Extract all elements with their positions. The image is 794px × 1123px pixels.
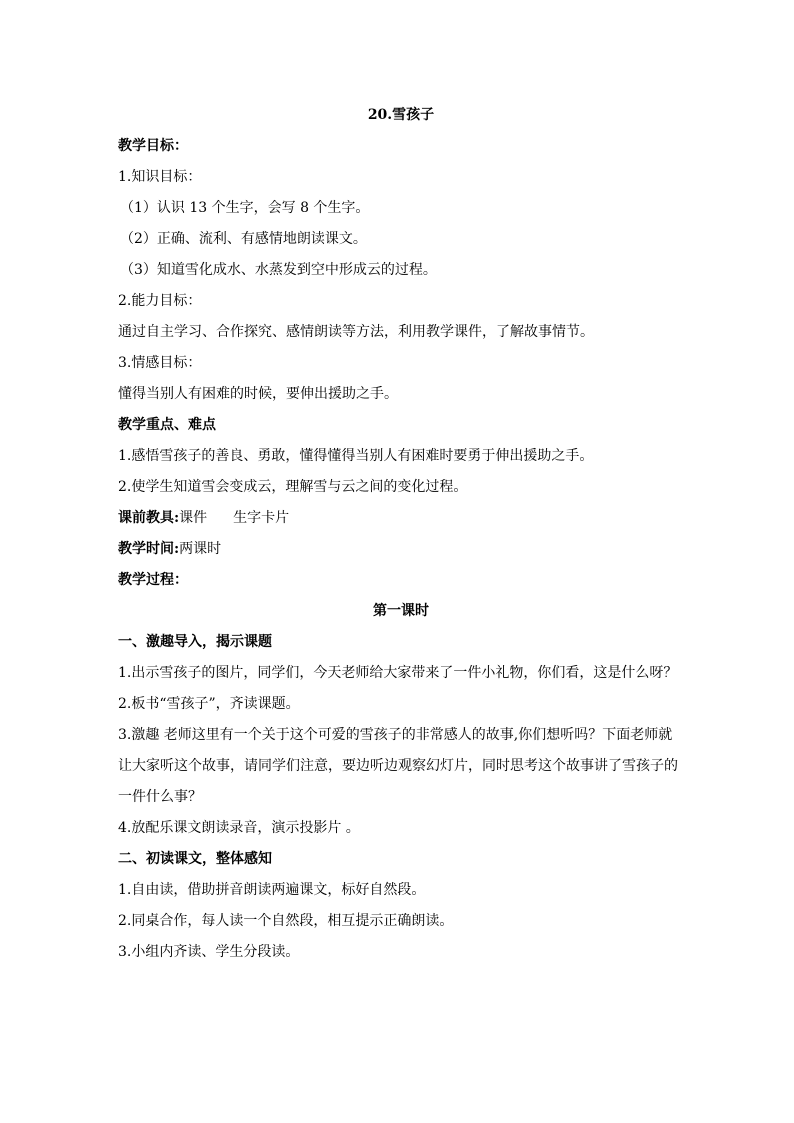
process-heading: 教学过程： (118, 572, 188, 588)
page-title: 20.雪孩子 (367, 107, 435, 123)
materials-label: 课前教具: (118, 510, 180, 526)
key-points-heading: 教学重点、难点 (118, 417, 216, 433)
document-body (118, 100, 684, 968)
section-item: 1.自由读，借助拼音朗读两遍课文，标好自然段。 (118, 882, 426, 898)
section-item: 4.放配乐课文朗读录音，演示投影片 。 (118, 820, 360, 836)
knowledge-item: （2）正确、流利、有感情地朗读课文。 (120, 231, 367, 247)
goals-heading: 教学目标： (118, 138, 188, 154)
knowledge-item: （3）知道雪化成水、水蒸发到空中形成云的过程。 (120, 262, 437, 278)
section-item: 2.板书“雪孩子”，齐读课题。 (118, 696, 300, 712)
section-heading: 二、初读课文，整体感知 (118, 851, 272, 867)
knowledge-item: （1）认识 13 个生字，会写 8 个生字。 (120, 200, 370, 216)
ability-heading: 2.能力目标： (118, 293, 202, 309)
knowledge-heading: 1.知识目标： (118, 169, 202, 185)
emotion-text: 懂得当别人有困难的时候，要伸出援助之手。 (118, 386, 398, 402)
ability-text: 通过自主学习、合作探究、感情朗读等方法，利用教学课件，了解故事情节。 (118, 324, 594, 340)
time-value: 两课时 (179, 541, 222, 557)
lesson-title: 第一课时 (373, 603, 429, 619)
key-point-item: 1.感悟雪孩子的善良、勇敢，懂得懂得当别人有困难时要勇于伸出援助之手。 (118, 448, 594, 464)
section-item: 3.激趣 老师这里有一个关于这个可爱的雪孩子的非常感人的故事,你们想听吗？下面老师就让大家听这个故事，请同学们注意，要边听边观察幻灯片，同时思考这个故事讲了雪孩子的一件什么事？ (118, 727, 678, 805)
section-item: 2.同桌合作，每人读一个自然段，相互提示正确朗读。 (118, 913, 454, 929)
section-item: 3.小组内齐读、学生分段读。 (118, 944, 300, 960)
key-point-item: 2.使学生知道雪会变成云，理解雪与云之间的变化过程。 (118, 479, 468, 495)
time-line (118, 534, 684, 565)
emotion-heading: 3.情感目标： (118, 355, 202, 371)
materials-value: 生字卡片 (233, 510, 290, 526)
materials-value: 课件 (179, 510, 208, 526)
section-item: 1.出示雪孩子的图片，同学们，今天老师给大家带来了一件小礼物，你们看，这是什么呀？ (118, 665, 678, 681)
materials-line (118, 503, 684, 534)
section-heading: 一、激趣导入，揭示课题 (118, 634, 272, 650)
time-label: 教学时间: (118, 541, 180, 557)
